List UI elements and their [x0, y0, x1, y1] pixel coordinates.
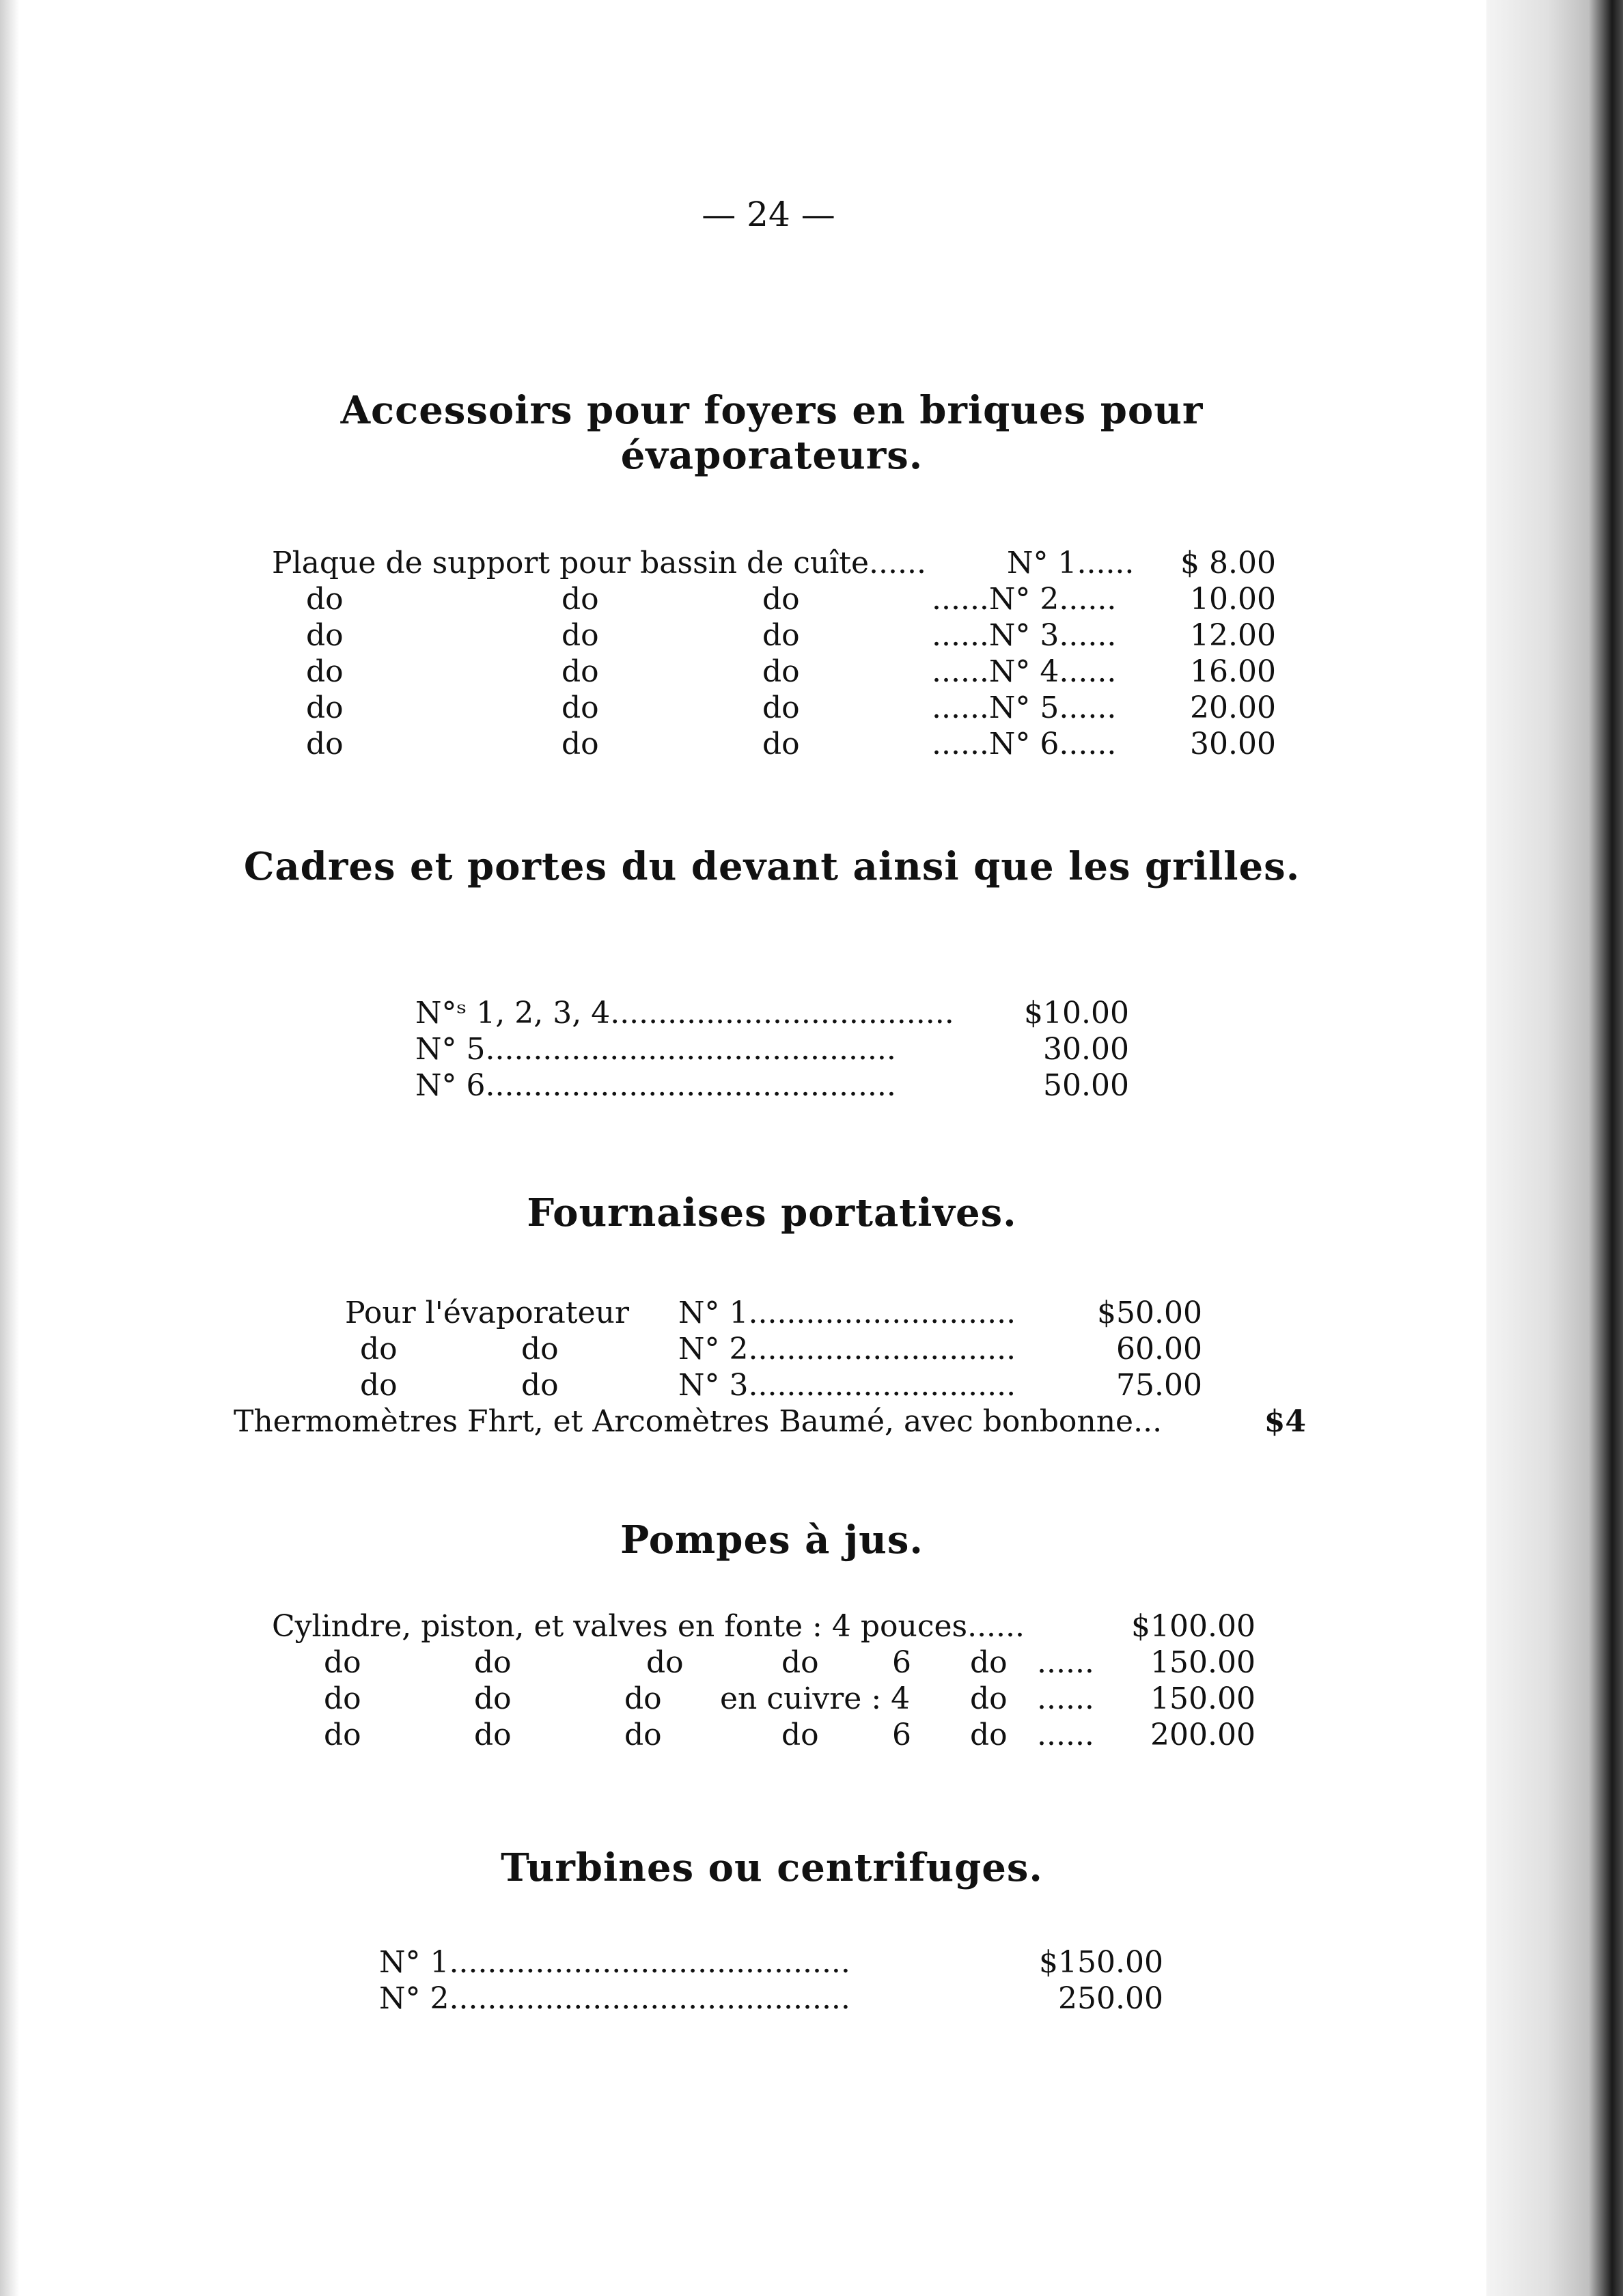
ditto-2: do — [561, 582, 599, 617]
price-row — [272, 725, 1276, 764]
price-row — [272, 689, 1276, 727]
ditto-2: do — [561, 727, 599, 761]
item-price: 50.00 — [1043, 1068, 1129, 1103]
page-edge-shadow — [0, 0, 19, 2296]
ditto-1: do — [306, 654, 344, 689]
item-price: $10.00 — [1024, 996, 1129, 1031]
size-value: 6 — [892, 1645, 911, 1680]
ditto-3: do — [762, 690, 800, 725]
item-label: N° 1.......................................... — [379, 1945, 850, 1980]
section-title-pompes: Pompes à jus. — [620, 1517, 924, 1563]
item-price: 75.00 — [1116, 1368, 1202, 1403]
item-price: 12.00 — [1190, 618, 1276, 653]
item-price: $50.00 — [1097, 1296, 1202, 1330]
item-price: $150.00 — [1039, 1945, 1163, 1980]
ditto-3: do — [624, 1718, 662, 1752]
item-number: N° 3............................ — [678, 1368, 1016, 1403]
price-row — [272, 544, 1276, 583]
ditto-1: do — [324, 1645, 361, 1680]
price-row — [415, 1031, 1129, 1069]
ditto-1: do — [324, 1718, 361, 1752]
price-row — [345, 1294, 1202, 1332]
item-label: N°ˢ 1, 2, 3, 4.................................... — [415, 996, 954, 1031]
page-number: — 24 — — [702, 195, 835, 234]
item-label: Pour l'évaporateur — [345, 1296, 629, 1330]
ditto-1: do — [306, 618, 344, 653]
ditto-1: do — [360, 1368, 398, 1403]
ditto-1: do — [360, 1332, 398, 1367]
item-price: 250.00 — [1058, 1981, 1163, 2016]
ditto-3: do — [762, 654, 800, 689]
item-price: 30.00 — [1190, 727, 1276, 761]
ditto-2: do — [521, 1368, 559, 1403]
ditto-1: do — [306, 582, 344, 617]
price-row — [379, 1944, 1163, 1982]
leader-dots: ...... — [1037, 1645, 1094, 1680]
item-label: Thermomètres Fhrt, et Arcomètres Baumé, avec bonbonne... — [234, 1404, 1163, 1439]
ditto-3: do — [624, 1681, 662, 1716]
ditto-2: do — [474, 1645, 512, 1680]
ditto-2: do — [474, 1681, 512, 1716]
item-label: Cylindre, piston, et valves en fonte : 4 pouces...... — [272, 1609, 1025, 1644]
section-title-accessoires: Accessoirs pour foyers en briques pour évaporateurs. — [340, 388, 1204, 478]
ditto-5: do — [970, 1645, 1008, 1680]
ditto-3: do — [646, 1645, 684, 1680]
ditto-4: do — [781, 1645, 819, 1680]
ditto-1: do — [324, 1681, 361, 1716]
item-number: ......N° 3...... — [932, 618, 1117, 653]
item-number: ......N° 6...... — [932, 727, 1117, 761]
leader-dots: ...... — [1037, 1718, 1094, 1752]
ditto-5: do — [970, 1718, 1008, 1752]
item-label: Plaque de support pour bassin de cuîte...... — [272, 546, 926, 580]
item-price: $ 8.00 — [1180, 546, 1276, 580]
ditto-5: do — [970, 1681, 1008, 1716]
item-label: N° 5........................................... — [415, 1032, 896, 1067]
item-price: 20.00 — [1190, 690, 1276, 725]
price-row — [272, 580, 1276, 619]
price-row — [272, 653, 1276, 691]
size-value: 6 — [892, 1718, 911, 1752]
item-price: 60.00 — [1116, 1332, 1202, 1367]
section-title-cadres: Cadres et portes du devant ainsi que les grilles. — [243, 844, 1301, 889]
price-row — [345, 1330, 1202, 1369]
price-row — [234, 1403, 1306, 1441]
section-title-fournaises: Fournaises portatives. — [527, 1190, 1017, 1235]
item-number: N° 2............................ — [678, 1332, 1016, 1367]
ditto-2: do — [561, 654, 599, 689]
price-row — [415, 1067, 1129, 1105]
price-row — [379, 1980, 1163, 2018]
price-row — [272, 1608, 1256, 1646]
item-price: 10.00 — [1190, 582, 1276, 617]
item-number: ......N° 5...... — [932, 690, 1117, 725]
leader-dots: ...... — [1037, 1681, 1094, 1716]
ditto-2: do — [561, 690, 599, 725]
ditto-2: do — [561, 618, 599, 653]
item-price: 150.00 — [1150, 1645, 1256, 1680]
section-title-turbines: Turbines ou centrifuges. — [501, 1845, 1043, 1890]
price-row — [345, 1367, 1202, 1405]
ditto-4: do — [781, 1718, 819, 1752]
price-row — [272, 1680, 1256, 1718]
item-price: 16.00 — [1190, 654, 1276, 689]
ditto-3: do — [762, 727, 800, 761]
price-row — [272, 617, 1276, 655]
price-row — [272, 1716, 1256, 1754]
ditto-1: do — [306, 690, 344, 725]
price-row — [272, 1644, 1256, 1682]
item-number: ......N° 4...... — [932, 654, 1117, 689]
item-number: N° 1...... — [1007, 546, 1135, 580]
ditto-3: do — [762, 582, 800, 617]
item-price: 150.00 — [1150, 1681, 1256, 1716]
price-row — [415, 994, 1129, 1033]
binding-edge — [1486, 0, 1623, 2296]
ditto-3: do — [762, 618, 800, 653]
item-label: N° 2.......................................... — [379, 1981, 850, 2016]
item-price: 200.00 — [1150, 1718, 1256, 1752]
ditto-2: do — [521, 1332, 559, 1367]
item-number: N° 1............................ — [678, 1296, 1016, 1330]
item-label: N° 6........................................... — [415, 1068, 896, 1103]
ditto-1: do — [306, 727, 344, 761]
item-price: 30.00 — [1043, 1032, 1129, 1067]
item-price: $100.00 — [1131, 1609, 1256, 1644]
item-price: $4 — [1264, 1404, 1306, 1439]
material-size: en cuivre : 4 — [720, 1681, 911, 1716]
item-number: ......N° 2...... — [932, 582, 1117, 617]
ditto-2: do — [474, 1718, 512, 1752]
